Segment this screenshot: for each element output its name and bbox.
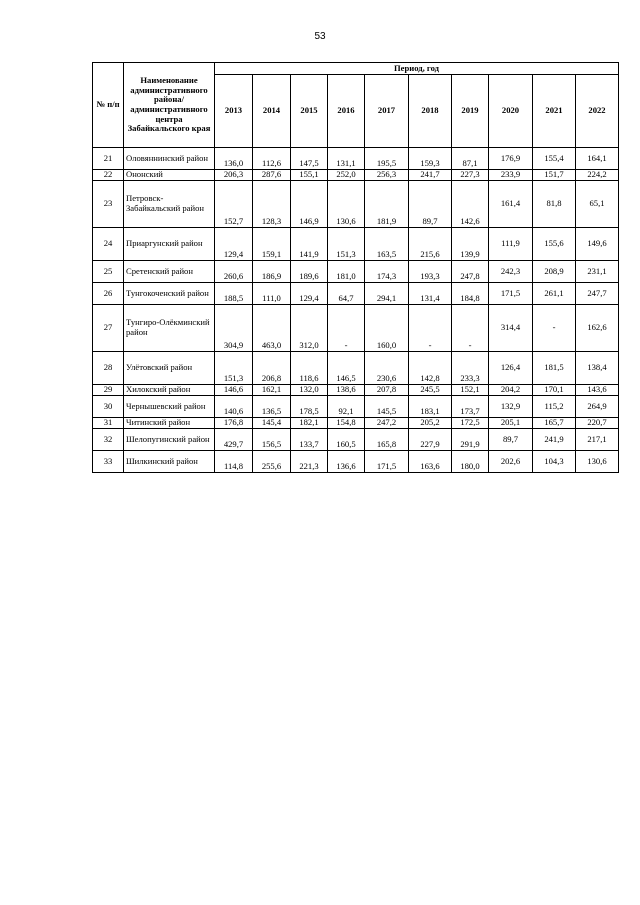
value-cell: 312,0 (291, 305, 328, 352)
district-name: Читинский район (124, 418, 215, 429)
table-row (93, 418, 619, 429)
value-cell: 247,2 (365, 418, 409, 429)
value-cell: 152,1 (452, 385, 489, 396)
value-cell: 176,9 (489, 148, 533, 170)
value-cell: 147,5 (291, 148, 328, 170)
value-cell: 304,9 (215, 305, 253, 352)
table-header (93, 63, 619, 148)
value-cell: 171,5 (489, 283, 533, 305)
header-year: 2019 (452, 75, 489, 148)
value-cell: 139,9 (452, 228, 489, 261)
value-cell: 152,7 (215, 181, 253, 228)
value-cell: - (409, 305, 452, 352)
value-cell: 227,9 (409, 429, 452, 451)
value-cell: 141,9 (291, 228, 328, 261)
value-cell: 151,3 (215, 352, 253, 385)
value-cell: 136,6 (328, 451, 365, 473)
value-cell: 174,3 (365, 261, 409, 283)
value-cell: 205,2 (409, 418, 452, 429)
row-number: 30 (93, 396, 124, 418)
value-cell: 206,8 (253, 352, 291, 385)
value-cell: 115,2 (533, 396, 576, 418)
value-cell: 87,1 (452, 148, 489, 170)
row-number: 27 (93, 305, 124, 352)
value-cell: 92,1 (328, 396, 365, 418)
value-cell: 255,6 (253, 451, 291, 473)
value-cell: 233,9 (489, 170, 533, 181)
value-cell: 182,1 (291, 418, 328, 429)
row-number: 21 (93, 148, 124, 170)
value-cell: 227,3 (452, 170, 489, 181)
value-cell: 146,9 (291, 181, 328, 228)
table-row (93, 305, 619, 352)
table-body (93, 148, 619, 473)
value-cell: - (533, 305, 576, 352)
row-number: 22 (93, 170, 124, 181)
value-cell: 146,6 (215, 385, 253, 396)
header-year: 2018 (409, 75, 452, 148)
value-cell: 130,6 (328, 181, 365, 228)
value-cell: 161,4 (489, 181, 533, 228)
value-cell: 132,9 (489, 396, 533, 418)
value-cell: 217,1 (576, 429, 619, 451)
value-cell: 231,1 (576, 261, 619, 283)
value-cell: 143,6 (576, 385, 619, 396)
value-cell: 264,9 (576, 396, 619, 418)
value-cell: 138,6 (328, 385, 365, 396)
value-cell: 163,6 (409, 451, 452, 473)
value-cell: 112,6 (253, 148, 291, 170)
value-cell: 208,9 (533, 261, 576, 283)
value-cell: 156,5 (253, 429, 291, 451)
value-cell: 220,7 (576, 418, 619, 429)
value-cell: 163,5 (365, 228, 409, 261)
value-cell: 111,9 (489, 228, 533, 261)
value-cell: 181,5 (533, 352, 576, 385)
district-name: Улётовский район (124, 352, 215, 385)
value-cell: - (328, 305, 365, 352)
district-name: Шелопугинский район (124, 429, 215, 451)
value-cell: 114,8 (215, 451, 253, 473)
value-cell: 136,0 (215, 148, 253, 170)
value-cell: 155,1 (291, 170, 328, 181)
district-name: Шилкинский район (124, 451, 215, 473)
value-cell: 145,5 (365, 396, 409, 418)
value-cell: 247,8 (452, 261, 489, 283)
table-row (93, 396, 619, 418)
table-row (93, 148, 619, 170)
value-cell: 138,4 (576, 352, 619, 385)
row-number: 29 (93, 385, 124, 396)
row-number: 31 (93, 418, 124, 429)
value-cell: 171,5 (365, 451, 409, 473)
value-cell: 188,5 (215, 283, 253, 305)
value-cell: 204,2 (489, 385, 533, 396)
value-cell: 64,7 (328, 283, 365, 305)
header-period: Период, год (215, 63, 619, 75)
value-cell: 146,5 (328, 352, 365, 385)
value-cell: 151,7 (533, 170, 576, 181)
row-number: 32 (93, 429, 124, 451)
value-cell: 126,4 (489, 352, 533, 385)
header-year: 2015 (291, 75, 328, 148)
value-cell: 128,3 (253, 181, 291, 228)
value-cell: 180,0 (452, 451, 489, 473)
value-cell: 314,4 (489, 305, 533, 352)
value-cell: 136,5 (253, 396, 291, 418)
district-name: Тунгокоченский район (124, 283, 215, 305)
value-cell: 189,6 (291, 261, 328, 283)
value-cell: 202,6 (489, 451, 533, 473)
value-cell: 183,1 (409, 396, 452, 418)
value-cell: 130,6 (576, 451, 619, 473)
value-cell: 206,3 (215, 170, 253, 181)
value-cell: 160,0 (365, 305, 409, 352)
value-cell: 155,4 (533, 148, 576, 170)
value-cell: 65,1 (576, 181, 619, 228)
header-year: 2016 (328, 75, 365, 148)
value-cell: 429,7 (215, 429, 253, 451)
value-cell: 129,4 (291, 283, 328, 305)
value-cell: 89,7 (489, 429, 533, 451)
value-cell: 170,1 (533, 385, 576, 396)
table-row (93, 352, 619, 385)
header-year: 2014 (253, 75, 291, 148)
row-number: 33 (93, 451, 124, 473)
row-number: 26 (93, 283, 124, 305)
value-cell: 131,4 (409, 283, 452, 305)
value-cell: 159,1 (253, 228, 291, 261)
value-cell: 173,7 (452, 396, 489, 418)
value-cell: 132,0 (291, 385, 328, 396)
header-year: 2022 (576, 75, 619, 148)
value-cell: 260,6 (215, 261, 253, 283)
value-cell: 224,2 (576, 170, 619, 181)
value-cell: 155,6 (533, 228, 576, 261)
table-row (93, 385, 619, 396)
district-name: Сретенский район (124, 261, 215, 283)
value-cell: 215,6 (409, 228, 452, 261)
value-cell: 154,8 (328, 418, 365, 429)
value-cell: 165,7 (533, 418, 576, 429)
value-cell: 111,0 (253, 283, 291, 305)
value-cell: 162,6 (576, 305, 619, 352)
value-cell: 172,5 (452, 418, 489, 429)
table-row (93, 451, 619, 473)
value-cell: 242,3 (489, 261, 533, 283)
district-name: Оловяннинский район (124, 148, 215, 170)
header-year: 2013 (215, 75, 253, 148)
value-cell: - (452, 305, 489, 352)
value-cell: 181,0 (328, 261, 365, 283)
value-cell: 160,5 (328, 429, 365, 451)
value-cell: 104,3 (533, 451, 576, 473)
value-cell: 181,9 (365, 181, 409, 228)
value-cell: 142,8 (409, 352, 452, 385)
value-cell: 140,6 (215, 396, 253, 418)
value-cell: 162,1 (253, 385, 291, 396)
header-name: Наименование административного района/ административного центра Забайкальского края (124, 63, 215, 148)
value-cell: 463,0 (253, 305, 291, 352)
value-cell: 178,5 (291, 396, 328, 418)
table-row (93, 181, 619, 228)
value-cell: 142,6 (452, 181, 489, 228)
value-cell: 294,1 (365, 283, 409, 305)
value-cell: 151,3 (328, 228, 365, 261)
value-cell: 261,1 (533, 283, 576, 305)
value-cell: 252,0 (328, 170, 365, 181)
value-cell: 230,6 (365, 352, 409, 385)
value-cell: 129,4 (215, 228, 253, 261)
value-cell: 149,6 (576, 228, 619, 261)
row-number: 25 (93, 261, 124, 283)
value-cell: 159,3 (409, 148, 452, 170)
value-cell: 184,8 (452, 283, 489, 305)
value-cell: 195,5 (365, 148, 409, 170)
value-cell: 81,8 (533, 181, 576, 228)
value-cell: 165,8 (365, 429, 409, 451)
value-cell: 145,4 (253, 418, 291, 429)
value-cell: 221,3 (291, 451, 328, 473)
value-cell: 133,7 (291, 429, 328, 451)
header-year: 2020 (489, 75, 533, 148)
page-number: 53 (314, 31, 326, 42)
value-cell: 245,5 (409, 385, 452, 396)
value-cell: 193,3 (409, 261, 452, 283)
value-cell: 256,3 (365, 170, 409, 181)
value-cell: 207,8 (365, 385, 409, 396)
value-cell: 131,1 (328, 148, 365, 170)
table-row (93, 283, 619, 305)
value-cell: 176,8 (215, 418, 253, 429)
value-cell: 287,6 (253, 170, 291, 181)
header-year: 2017 (365, 75, 409, 148)
district-name: Тунгиро-Олёкминский район (124, 305, 215, 352)
value-cell: 241,9 (533, 429, 576, 451)
value-cell: 118,6 (291, 352, 328, 385)
row-number: 23 (93, 181, 124, 228)
table-row (93, 170, 619, 181)
table-row (93, 228, 619, 261)
district-name: Чернышевский район (124, 396, 215, 418)
value-cell: 205,1 (489, 418, 533, 429)
value-cell: 233,3 (452, 352, 489, 385)
table-row (93, 429, 619, 451)
statistics-table (92, 62, 619, 473)
header-no: № п/п (93, 63, 124, 148)
value-cell: 164,1 (576, 148, 619, 170)
table-row (93, 261, 619, 283)
value-cell: 89,7 (409, 181, 452, 228)
row-number: 28 (93, 352, 124, 385)
value-cell: 241,7 (409, 170, 452, 181)
district-name: Приаргунский район (124, 228, 215, 261)
value-cell: 247,7 (576, 283, 619, 305)
header-year: 2021 (533, 75, 576, 148)
district-name: Хилокский район (124, 385, 215, 396)
value-cell: 291,9 (452, 429, 489, 451)
row-number: 24 (93, 228, 124, 261)
value-cell: 186,9 (253, 261, 291, 283)
district-name: Петровск-Забайкальский район (124, 181, 215, 228)
district-name: Ононский (124, 170, 215, 181)
